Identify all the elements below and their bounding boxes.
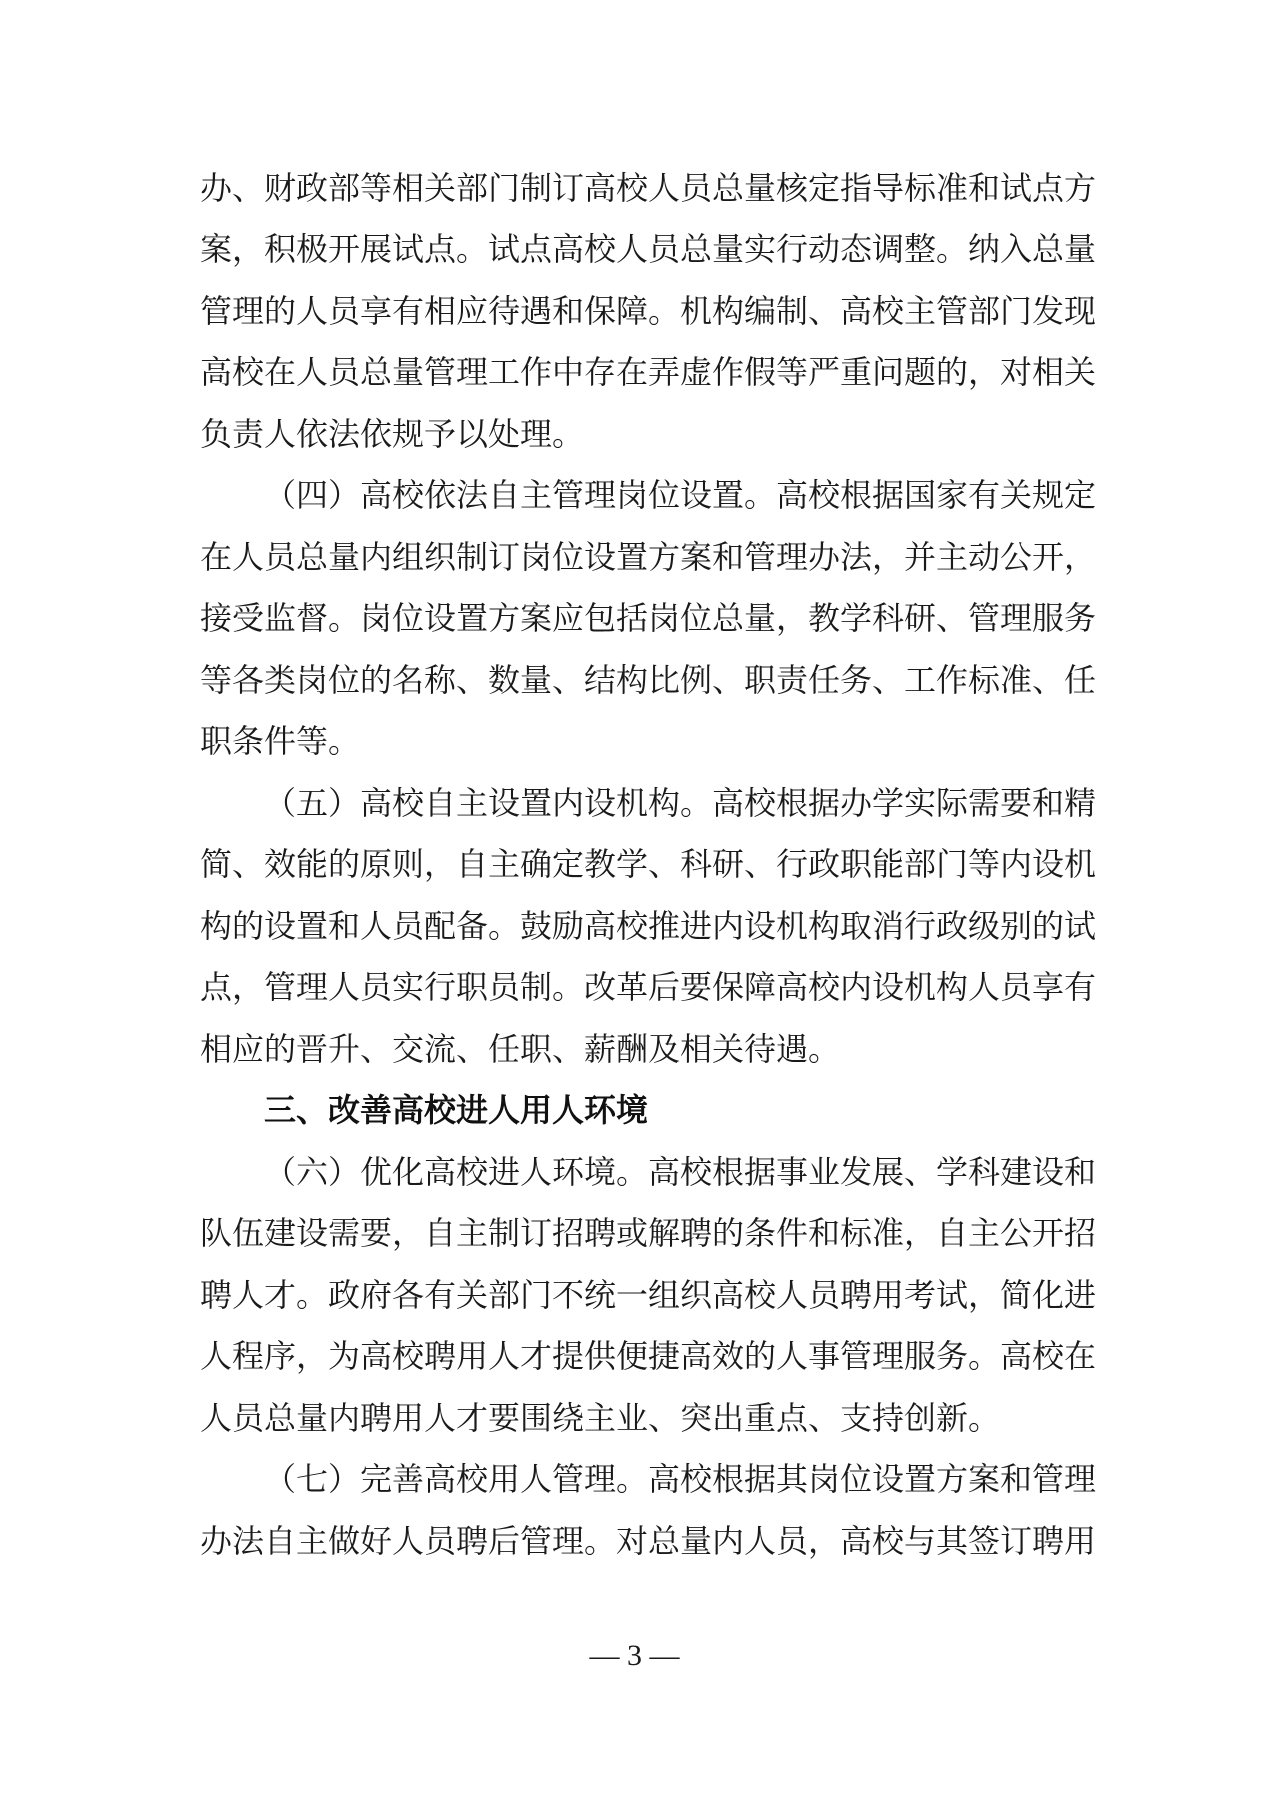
text-line: 点，管理人员实行职员制。改革后要保障高校内设机构人员享有 xyxy=(200,968,1097,1006)
text-line: 等各类岗位的名称、数量、结构比例、职责任务、工作标准、任 xyxy=(200,661,1097,699)
text-line: 高校在人员总量管理工作中存在弄虚作假等严重问题的，对相关 xyxy=(200,353,1097,391)
text-line: 管理的人员享有相应待遇和保障。机构编制、高校主管部门发现 xyxy=(200,292,1097,330)
text-line: 构的设置和人员配备。鼓励高校推进内设机构取消行政级别的试 xyxy=(200,907,1097,945)
text-line: 简、效能的原则，自主确定教学、科研、行政职能部门等内设机 xyxy=(200,845,1097,883)
text-line: 聘人才。政府各有关部门不统一组织高校人员聘用考试，简化进 xyxy=(200,1276,1097,1314)
paragraph-start-line: （四）高校依法自主管理岗位设置。高校根据国家有关规定 xyxy=(264,476,1097,514)
page-number: — 3 — xyxy=(589,1639,680,1672)
section-heading: 三、改善高校进人用人环境 xyxy=(264,1091,649,1129)
paragraph-start-line: （七）完善高校用人管理。高校根据其岗位设置方案和管理 xyxy=(264,1460,1097,1498)
text-line: 负责人依法依规予以处理。 xyxy=(200,415,585,453)
text-line: 在人员总量内组织制订岗位设置方案和管理办法，并主动公开， xyxy=(200,538,1097,576)
text-line: 案，积极开展试点。试点高校人员总量实行动态调整。纳入总量 xyxy=(200,230,1097,268)
text-line: 相应的晋升、交流、任职、薪酬及相关待遇。 xyxy=(200,1030,841,1068)
paragraph-start-line: （六）优化高校进人环境。高校根据事业发展、学科建设和 xyxy=(264,1153,1097,1191)
text-line: 人员总量内聘用人才要围绕主业、突出重点、支持创新。 xyxy=(200,1399,1001,1437)
text-line: 职条件等。 xyxy=(200,722,361,760)
text-line: 办、财政部等相关部门制订高校人员总量核定指导标准和试点方 xyxy=(200,169,1097,207)
paragraph-start-line: （五）高校自主设置内设机构。高校根据办学实际需要和精 xyxy=(264,784,1097,822)
text-line: 队伍建设需要，自主制订招聘或解聘的条件和标准，自主公开招 xyxy=(200,1214,1097,1252)
text-line: 接受监督。岗位设置方案应包括岗位总量，教学科研、管理服务 xyxy=(200,599,1097,637)
text-line: 人程序，为高校聘用人才提供便捷高效的人事管理服务。高校在 xyxy=(200,1337,1097,1375)
text-line: 办法自主做好人员聘后管理。对总量内人员，高校与其签订聘用 xyxy=(200,1522,1097,1560)
